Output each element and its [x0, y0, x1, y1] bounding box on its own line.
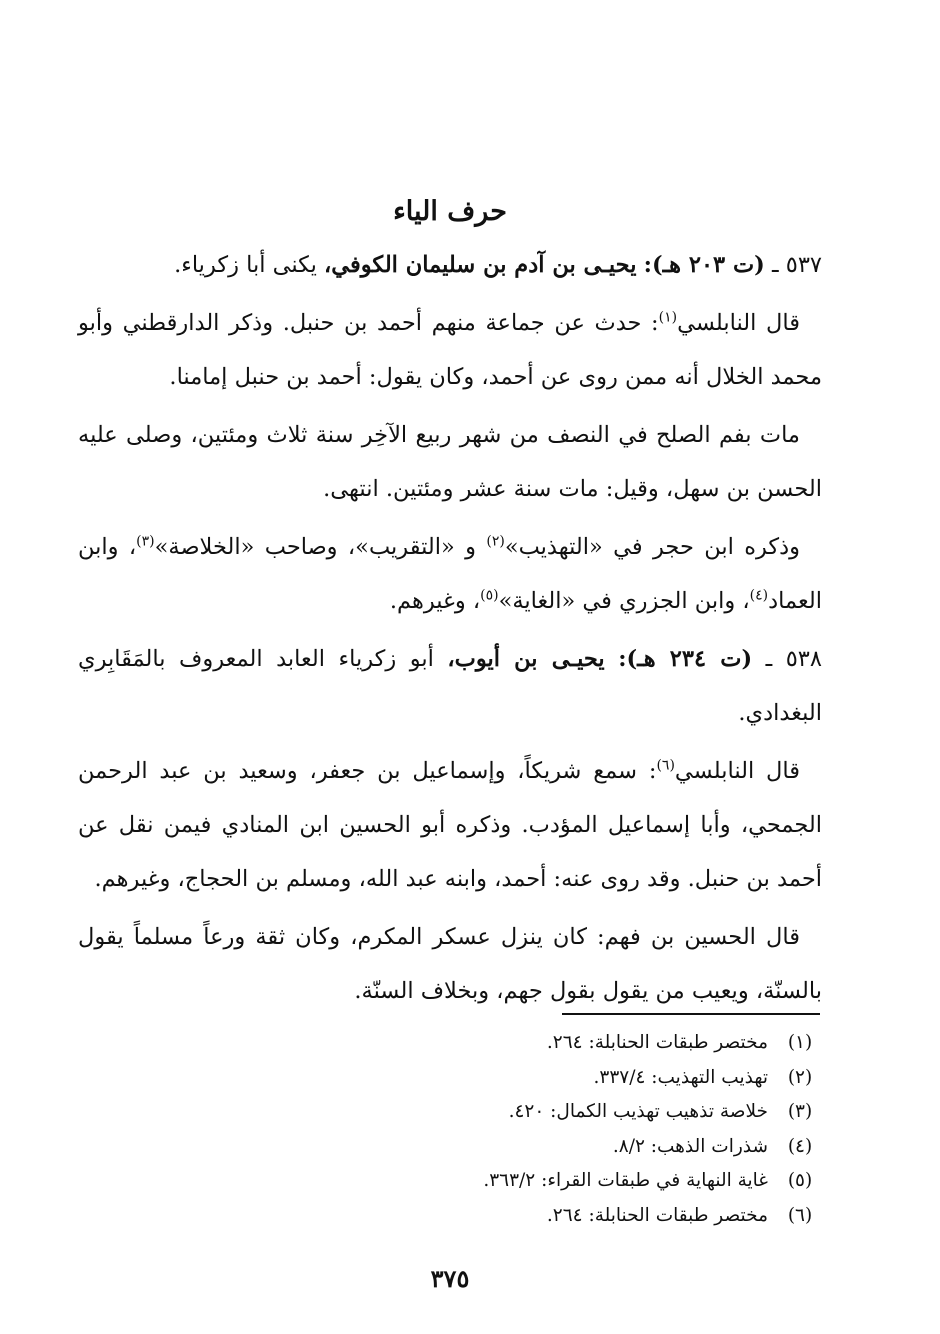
entry-date: (ت ٢٠٣ هـ):	[643, 252, 765, 278]
footnote	[190, 1130, 820, 1165]
footnote-number: (٢)	[787, 1066, 813, 1088]
footnote-ref: (٣)	[136, 533, 155, 550]
footnote-ref: (١)	[658, 309, 678, 326]
footnote-number: (٥)	[787, 1170, 813, 1191]
footnote	[190, 1061, 820, 1096]
paragraph-text: : حدث عن جماعة منهم أحمد بن حنبل. وذكر الدارقطني وأبو محمد الخلال أنه ممن روى عن أحمد، وكان يقول: أحمد بن حنبل إمامنا.	[78, 310, 822, 390]
entry-text: أبو زكرياء العابد المعروف بالمَقَابِري البغدادي.	[78, 646, 822, 726]
entry-name: يحيـى بن أيوب،	[447, 646, 605, 672]
entry-text: يكنى أبا زكرياء.	[174, 252, 324, 278]
paragraph-text: وذكره ابن حجر في «التهذيب»	[504, 534, 801, 560]
footnote-text: غاية النهاية في طبقات القراء: ٣٦٣/٢.	[483, 1170, 768, 1191]
paragraph-text: ، وغيرهم.	[389, 588, 481, 614]
footnote-number: (٤)	[787, 1135, 813, 1157]
footnote-number: (٣)	[787, 1101, 813, 1122]
footnote	[190, 1199, 820, 1234]
paragraph-death: مات بفم الصلح في النصف من شهر ربيع الآخِر سنة ثلاث ومئتين، وصلى عليه الحسن بن سهل، وقيل: مات سنة عشر ومئتين. انتهى.	[78, 422, 822, 502]
paragraph-nabulsi-2	[78, 744, 822, 906]
paragraph-text: قال النابلسي	[674, 758, 801, 784]
footnote-text: شذرات الذهب: ٨/٢.	[612, 1135, 768, 1157]
paragraph-husayn: قال الحسين بن فهم: كان ينزل عسكر المكرم، وكان ثقة ورعاً مسلماً يقول بالسنّة، ويعيب من يقول بقول جهم، وبخلاف السنّة.	[78, 924, 822, 1004]
footnotes-list	[190, 1026, 820, 1233]
entry-538	[78, 632, 822, 740]
footnote-ref: (٥)	[480, 587, 499, 604]
section-heading: حرف الياء	[393, 196, 507, 227]
paragraph-text: : سمع شريكاً، وإسماعيل بن جعفر، وسعيد بن عبد الرحمن الجمحي، وأبا إسماعيل المؤدب. وذكره أبو الحسين ابن المنادي فيمن نقل عن أحمد بن حنبل. وقد روى عنه: أحمد، وابنه عبد الله، ومسلم بن الحجاج، وغيرهم.	[78, 758, 822, 892]
footnote-text: مختصر طبقات الحنابلة: ٢٦٤.	[546, 1204, 768, 1226]
footnote	[190, 1026, 820, 1061]
paragraph-text: ، وابن العماد	[78, 534, 822, 614]
footnote-ref: (٢)	[486, 533, 505, 550]
footnote-text: خلاصة تذهيب تهذيب الكمال: ٤٢٠.	[508, 1101, 768, 1122]
entry-number: ٥٣٧ ـ	[771, 252, 822, 278]
footnote-separator	[562, 1013, 820, 1015]
footnote-number: (١)	[787, 1032, 813, 1053]
page-body	[78, 238, 822, 1022]
entry-537	[78, 238, 822, 292]
paragraph-text: ، وابن الجزري في «الغاية»	[498, 588, 750, 614]
footnote-ref: (٦)	[656, 757, 675, 774]
footnote-ref: (٤)	[749, 587, 769, 604]
entry-name: يحيـى بن آدم بن سليمان الكوفي،	[324, 252, 637, 278]
entry-date: (ت ٢٣٤ هـ):	[618, 646, 753, 672]
book-page	[70, 0, 830, 1334]
entry-number: ٥٣٨ ـ	[765, 646, 822, 672]
paragraph-text: و «التقريب»، وصاحب «الخلاصة»	[154, 534, 487, 560]
footnote	[190, 1164, 820, 1199]
page-number: ٣٧٥	[430, 1264, 470, 1293]
footnote	[190, 1095, 820, 1130]
paragraph-sources	[78, 520, 822, 628]
footnote-number: (٦)	[787, 1204, 813, 1226]
paragraph-nabulsi-1	[78, 296, 822, 404]
footnote-text: مختصر طبقات الحنابلة: ٢٦٤.	[546, 1032, 768, 1053]
paragraph-text: قال النابلسي	[677, 310, 800, 336]
footnote-text: تهذيب التهذيب: ٣٣٧/٤.	[593, 1066, 768, 1088]
